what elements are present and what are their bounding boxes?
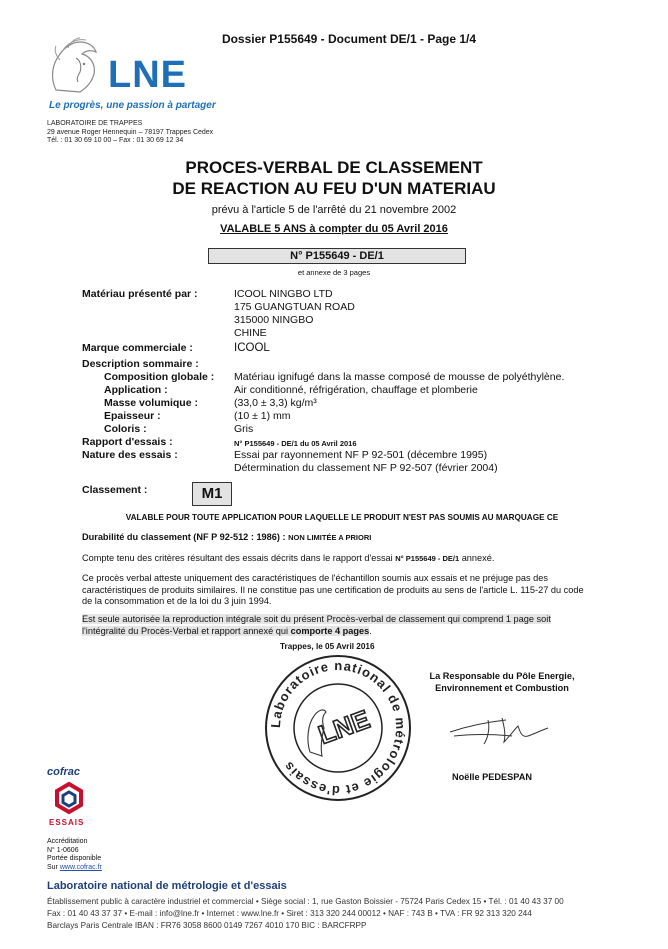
materiau-value — [234, 288, 355, 340]
footer-line2: Fax : 01 40 43 37 37 • E-mail : info@lne.fr • Internet : www.lne.fr • Siret : 313 320 244 00012 • NAF : 743 B • TVA : FR 92 313 320 244 — [47, 909, 532, 918]
cofrac-hexagon-icon — [49, 780, 89, 816]
signatory-role — [412, 670, 592, 694]
lab-address — [47, 120, 213, 146]
materiau-line: CHINE — [234, 327, 267, 339]
annexe-note: et annexe de 3 pages — [297, 268, 371, 277]
compte-text-post: annexé. — [459, 553, 495, 563]
compte-number: N° P155649 - DE/1 — [395, 554, 460, 563]
document-number-box: N° P155649 - DE/1 — [208, 248, 466, 264]
signature-icon — [448, 712, 550, 750]
application-value: Air conditionné, réfrigération, chauffage et plomberie — [234, 384, 478, 396]
rapport-value: N° P155649 - DE/1 du 05 Avril 2016 — [234, 439, 357, 448]
cofrac-essais: ESSAIS — [49, 818, 85, 827]
footer-title: Laboratoire national de métrologie et d'essais — [47, 880, 287, 892]
stamp-ring-text: Laboratoire national de métrologie et d'essais — [267, 657, 409, 799]
lne-stamp — [262, 652, 414, 804]
accreditation-block — [47, 838, 102, 872]
classement-box: M1 — [192, 482, 232, 506]
lne-wordmark: LNE — [108, 54, 187, 96]
footer-line3: Barclays Paris Centrale IBAN : FR76 3058 8600 0149 7267 4010 170 BIC : BARCFRPP — [47, 921, 367, 930]
durabilite-line — [82, 532, 371, 542]
accreditation-number: N° 1-0606 — [47, 846, 79, 854]
cofrac-link[interactable]: www.cofrac.fr — [59, 863, 102, 871]
attestation-paragraph: Ce procès verbal atteste uniquement des caractéristiques de l'échantillon soumis aux essais et ne préjuge pas des caractéristiques de produits similaires. Il ne constitue pas une certification de produits au sens de l'article L. 115-27 du code de la consommation et de la loi du 3 juin 1994. — [82, 573, 584, 606]
compte-paragraph — [82, 553, 594, 565]
rapport-label: Rapport d'essais : — [82, 436, 173, 448]
stamp-center-text: LNE — [314, 703, 374, 750]
epaisseur-value: (10 ± 1) mm — [234, 410, 291, 422]
title-line2: DE REACTION AU FEU D'UN MATERIAU — [172, 179, 496, 198]
valable-application: VALABLE POUR TOUTE APPLICATION POUR LAQUELLE LE PRODUIT N'EST PAS SOUMIS AU MARQUAGE CE — [125, 513, 559, 522]
marque-value: ICOOL — [234, 342, 270, 354]
nature-line: Essai par rayonnement NF P 92-501 (décembre 1995) — [234, 449, 488, 461]
application-label: Application : — [104, 384, 168, 396]
masse-value: (33,0 ± 3,3) kg/m³ — [234, 397, 317, 409]
footer-line1: Établissement public à caractère industriel et commercial • Siège social : 1, rue Gaston Boissier - 75724 Paris Cedex 15 • Tél. : 01 40 43 37 00 — [47, 897, 564, 906]
title-line1: PROCES-VERBAL DE CLASSEMENT — [185, 158, 483, 177]
nature-value — [234, 449, 498, 475]
signatory-name: Noëlle PEDESPAN — [452, 772, 532, 782]
title-subtitle: prévu à l'article 5 de l'arrêté du 21 novembre 2002 — [211, 204, 457, 216]
classement-label: Classement : — [82, 484, 148, 496]
signature-date: Trappes, le 05 Avril 2016 — [280, 642, 375, 651]
lab-name: LABORATOIRE DE TRAPPES — [47, 120, 143, 127]
compte-text-pre: Compte tenu des critères résultant des essais décrits dans le rapport d'essai — [82, 553, 396, 563]
materiau-line: ICOOL NINGBO LTD — [234, 288, 333, 300]
handwritten-signature — [448, 712, 550, 750]
accreditation-label: Accréditation — [47, 838, 88, 845]
reproduction-end: . — [369, 625, 372, 636]
stamp-icon — [262, 652, 414, 804]
materiau-line: 315000 NINGBO — [234, 314, 314, 326]
logo-tagline: Le progrès, une passion à partager — [49, 100, 216, 111]
cofrac-logo — [47, 766, 93, 832]
marianne-icon — [46, 34, 110, 96]
coloris-label: Coloris : — [104, 423, 147, 435]
lne-logo — [46, 34, 216, 116]
materiau-line: 175 GUANGTUAN ROAD — [234, 301, 355, 313]
durabilite-label: Durabilité du classement (NF P 92-512 : 1986) : — [82, 532, 286, 542]
marque-label: Marque commerciale : — [82, 342, 193, 354]
reproduction-text: Est seule autorisée la reproduction intégrale soit du présent Procès-verbal de classement qui comprend 1 page soit l'intégralité du Procès-Verbal et rapport annexé qui — [82, 614, 551, 636]
accreditation-sur: Sur — [47, 863, 60, 871]
description-label: Description sommaire : — [82, 358, 199, 370]
validity-line: VALABLE 5 ANS à compter du 05 Avril 2016 — [220, 223, 448, 235]
coloris-value: Gris — [234, 423, 254, 435]
accreditation-url-line — [47, 864, 102, 873]
durabilite-value: NON LIMITÉE A PRIORI — [288, 533, 372, 542]
accreditation-portee: Portée disponible — [47, 855, 102, 862]
composition-value: Matériau ignifugé dans la masse composé de mousse de polyéthylène. — [234, 371, 565, 383]
role-line: La Responsable du Pôle Energie, — [429, 671, 575, 681]
cofrac-wordmark: cofrac — [47, 766, 81, 778]
reproduction-paragraph — [82, 614, 594, 637]
composition-label: Composition globale : — [104, 371, 215, 383]
nature-line: Détermination du classement NF P 92-507 (février 2004) — [234, 462, 498, 474]
reproduction-pages: comporte 4 pages — [290, 625, 370, 636]
epaisseur-label: Epaisseur : — [104, 410, 161, 422]
materiau-label: Matériau présenté par : — [82, 288, 198, 300]
lab-phone: Tél. : 01 30 69 10 00 – Fax : 01 30 69 12 34 — [47, 137, 184, 144]
role-line: Environnement et Combustion — [435, 683, 569, 693]
lab-street: 29 avenue Roger Hennequin – 78197 Trappes Cedex — [47, 128, 214, 136]
document-header: Dossier P155649 - Document DE/1 - Page 1/4 — [221, 32, 477, 46]
masse-label: Masse volumique : — [104, 397, 198, 409]
nature-label: Nature des essais : — [82, 449, 178, 461]
